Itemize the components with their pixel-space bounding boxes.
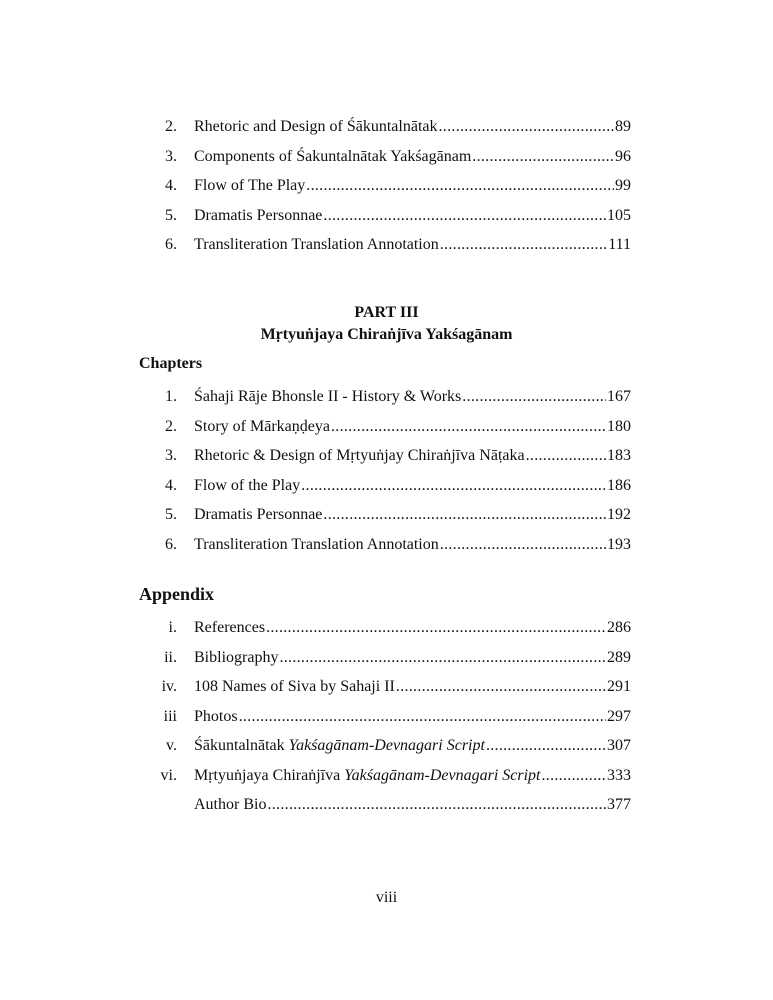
dot-leader (266, 618, 606, 638)
entry-number: iii (163, 707, 177, 725)
entry-title: Flow of The Play (194, 177, 306, 194)
appendix-toc-list (155, 618, 631, 825)
toc-entry (155, 147, 631, 177)
appendix-heading: Appendix (139, 584, 215, 604)
page-folio: viii (375, 889, 398, 906)
entry-title: Author Bio (194, 796, 267, 813)
entry-page-number: 291 (607, 678, 631, 695)
toc-entry (155, 535, 631, 565)
dot-leader (323, 505, 606, 525)
entry-number: 4. (165, 177, 177, 194)
entry-number: 1. (165, 388, 177, 405)
toc-entry (155, 736, 631, 766)
dot-leader (440, 535, 606, 555)
toc-entry (155, 795, 631, 825)
entry-title: Rhetoric and Design of Śākuntalnātak (194, 118, 438, 135)
toc-entry (155, 117, 631, 147)
entry-title: Photos (194, 707, 238, 725)
dot-leader (306, 176, 614, 196)
entry-page-number: 111 (608, 236, 631, 253)
entry-number: 5. (165, 506, 177, 523)
entry-number: 5. (165, 206, 177, 224)
entry-title: Mṛtyuṅjaya Chiraṅjīva Yakśagānam-Devnagari Script (194, 766, 541, 784)
dot-leader (462, 387, 606, 407)
toc-entry (155, 766, 631, 796)
entry-number: 4. (165, 476, 177, 494)
entry-page-number: 167 (607, 388, 631, 405)
dot-leader (331, 417, 606, 437)
entry-title: 108 Names of Siva by Sahaji II (194, 678, 395, 695)
entry-page-number: 193 (607, 535, 631, 553)
entry-page-number: 96 (615, 147, 631, 165)
entry-number: ii. (164, 648, 177, 666)
toc-entry (155, 677, 631, 707)
entry-page-number: 99 (615, 177, 631, 194)
dot-leader (486, 736, 606, 756)
entry-number: 2. (165, 417, 177, 435)
entry-number: vi. (160, 766, 177, 784)
entry-page-number: 192 (607, 506, 631, 523)
part-label: PART III (354, 304, 419, 321)
dot-leader (526, 446, 606, 466)
dot-leader (541, 766, 606, 786)
entry-title: Bibliography (194, 648, 279, 666)
entry-number: 2. (165, 118, 177, 135)
entry-number: v. (166, 737, 177, 754)
toc-entry (155, 618, 631, 648)
dot-leader (239, 707, 606, 727)
entry-title: Transliteration Translation Annotation (194, 535, 439, 553)
entry-page-number: 333 (607, 766, 631, 784)
entry-number: i. (168, 619, 177, 636)
entry-page-number: 89 (615, 118, 631, 135)
toc-entry (155, 235, 631, 265)
toc-entry (155, 446, 631, 476)
toc-entry (155, 387, 631, 417)
entry-page-number: 377 (607, 796, 631, 813)
dot-leader (439, 117, 615, 137)
entry-number: 3. (165, 147, 177, 165)
entry-page-number: 105 (607, 206, 631, 224)
part2-toc-list (155, 117, 631, 265)
dot-leader (301, 476, 606, 496)
entry-page-number: 286 (607, 619, 631, 636)
toc-entry (155, 206, 631, 236)
entry-number: 3. (165, 447, 177, 464)
dot-leader (396, 677, 606, 697)
entry-title: Transliteration Translation Annotation (194, 236, 439, 253)
entry-title: References (194, 619, 266, 636)
dot-leader (279, 648, 606, 668)
toc-entry (155, 417, 631, 447)
entry-title: Story of Mārkaṇḍeya (194, 417, 330, 435)
entry-page-number: 289 (607, 648, 631, 666)
entry-page-number: 183 (607, 447, 631, 464)
entry-page-number: 186 (607, 476, 631, 494)
toc-entry (155, 707, 631, 737)
toc-entry (155, 505, 631, 535)
entry-title: Śākuntalnātak Yakśagānam-Devnagari Script (194, 737, 485, 754)
toc-entry (155, 176, 631, 206)
chapters-toc-list (155, 387, 631, 564)
toc-entry (155, 648, 631, 678)
entry-title: Dramatis Personnae (194, 206, 323, 224)
entry-number: 6. (165, 236, 177, 253)
entry-page-number: 180 (607, 417, 631, 435)
entry-page-number: 307 (607, 737, 631, 754)
dot-leader (472, 147, 614, 167)
entry-number: iv. (161, 678, 177, 695)
entry-number: 6. (165, 535, 177, 553)
entry-title: Śahaji Rāje Bhonsle II - History & Works (194, 388, 462, 405)
part-subtitle: Mṛtyuṅjaya Chiraṅjīva Yakśagānam (260, 326, 513, 343)
entry-title: Dramatis Personnae (194, 506, 323, 523)
entry-page-number: 297 (607, 707, 631, 725)
entry-title: Components of Śakuntalnātak Yakśagānam (194, 147, 472, 165)
toc-entry (155, 476, 631, 506)
chapters-heading: Chapters (139, 355, 203, 372)
entry-title: Flow of the Play (194, 476, 301, 494)
dot-leader (440, 235, 607, 255)
entry-title: Rhetoric & Design of Mṛtyuṅjay Chiraṅjīva Nāṭaka (194, 447, 525, 464)
dot-leader (323, 206, 606, 226)
dot-leader (267, 795, 606, 815)
